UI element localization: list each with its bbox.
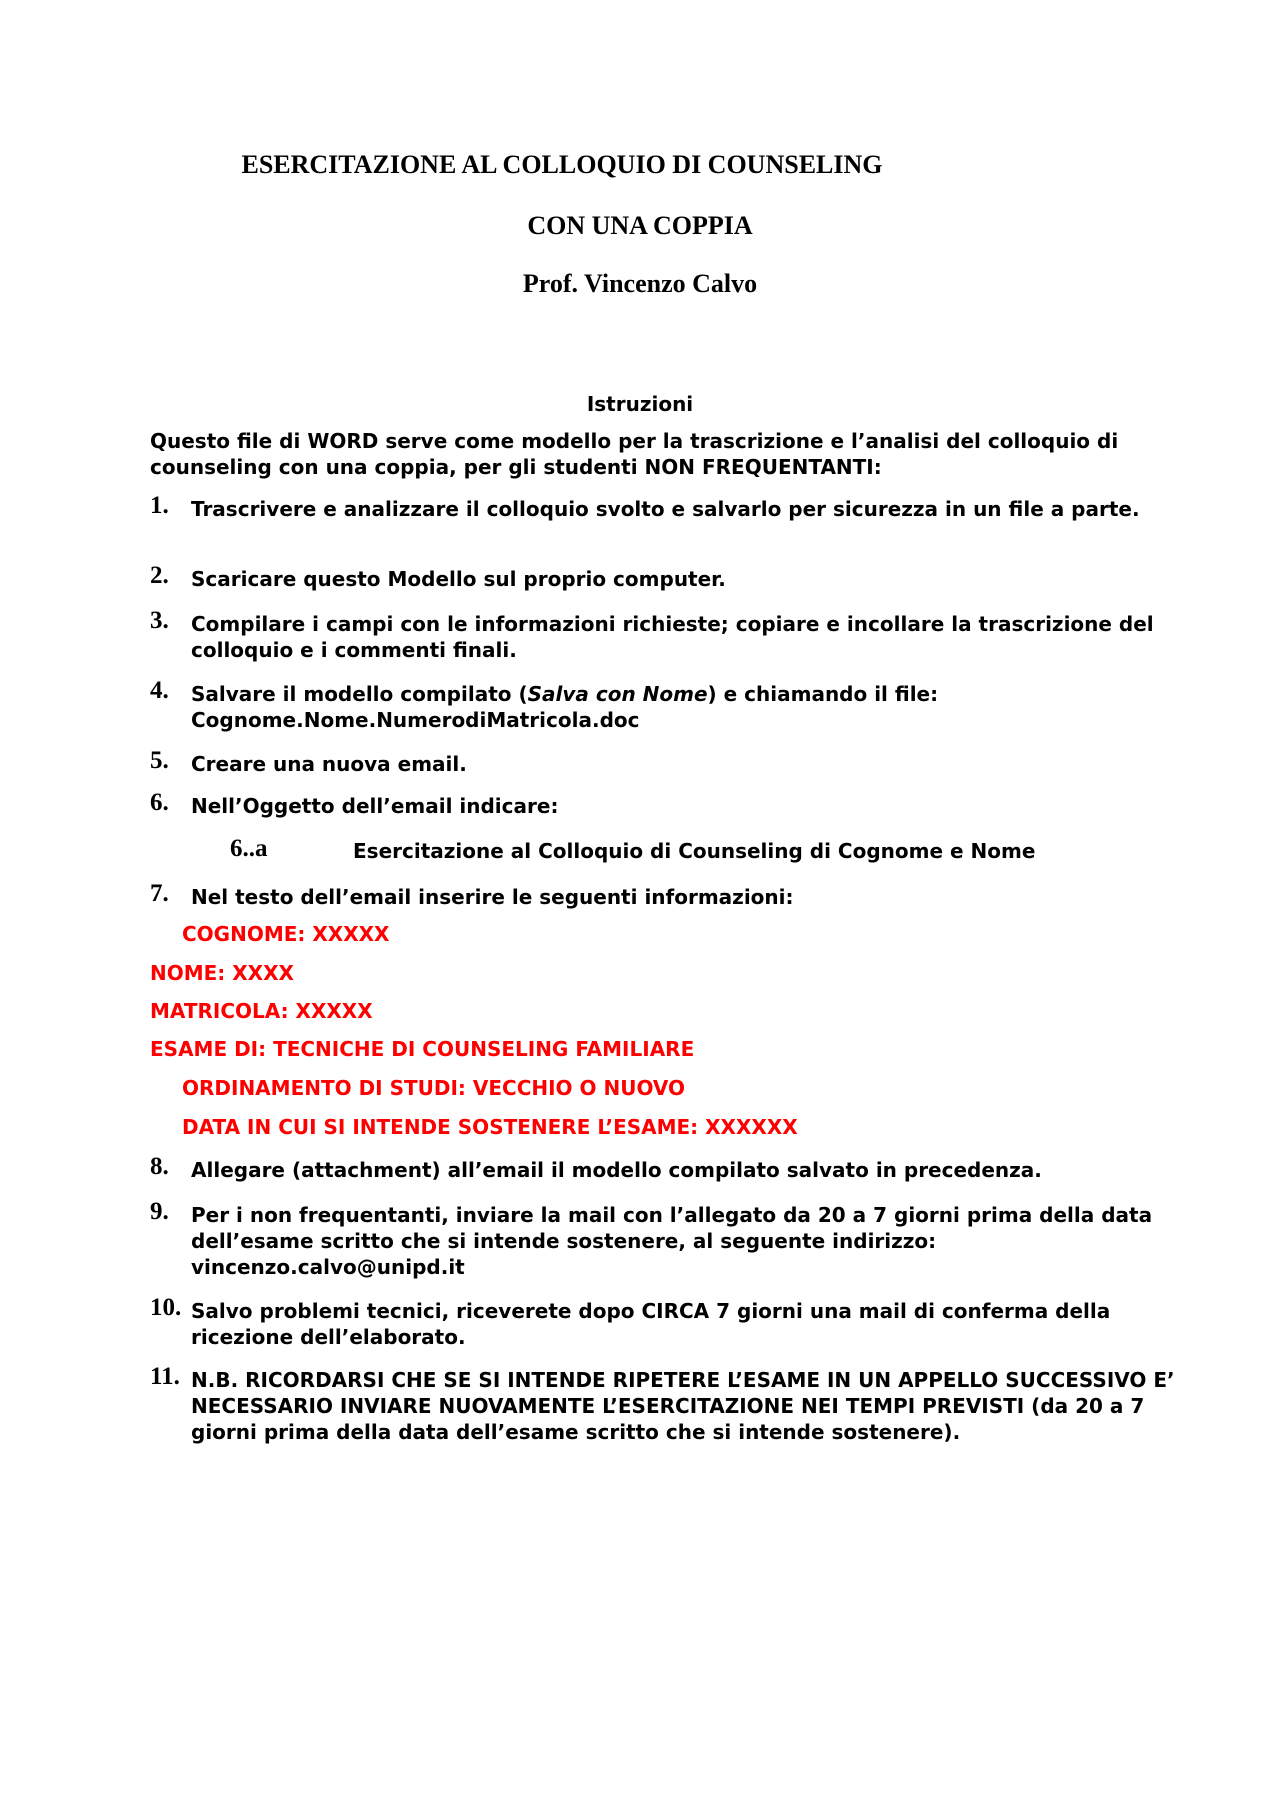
list-item-number: 7. (150, 880, 169, 907)
list-item-number: 10. (150, 1294, 182, 1321)
list-item-number: 4. (150, 677, 169, 704)
list-item-number: 6. (150, 789, 169, 816)
list-item-number: 9. (150, 1198, 169, 1225)
instructions-heading: Istruzioni (586, 392, 694, 416)
list-item-number: 2. (150, 562, 169, 589)
list-item-text: Salvo problemi tecnici, riceverete dopo CIRCA 7 giorni una mail di conferma della ricezione dell’elaborato. (191, 1299, 1111, 1349)
email-field-matricola: MATRICOLA: XXXXX (150, 999, 373, 1023)
list-item-text: Per i non frequentanti, inviare la mail con l’allegato da 20 a 7 giorni prima della data dell’esame scritto che si intende sostenere, al seguente indirizzo: vincenzo.calvo@unipd.it (191, 1203, 1153, 1279)
list-item-number: 1. (150, 492, 169, 519)
instructions-intro: Questo file di WORD serve come modello per la trascrizione e l’analisi del colloquio di counseling con una coppia, per gli studenti NON FREQUENTANTI: (150, 429, 1119, 479)
sub-list-item-text: Esercitazione al Colloquio di Counseling di Cognome e Nome (353, 839, 1036, 863)
save-as-italic: Salva con Nome (527, 682, 708, 706)
document-author: Prof. Vincenzo Calvo (522, 269, 758, 298)
list-item-text: Creare una nuova email. (191, 752, 467, 776)
list-item-number: 5. (150, 747, 169, 774)
list-item-text: Allegare (attachment) all’email il modello compilato salvato in precedenza. (191, 1158, 1042, 1182)
list-item-text: Trascrivere e analizzare il colloquio svolto e salvarlo per sicurezza in un file a parte. (191, 497, 1140, 521)
document-title-line1: ESERCITAZIONE AL COLLOQUIO DI COUNSELING (241, 150, 883, 179)
list-item-text: Compilare i campi con le informazioni richieste; copiare e incollare la trascrizione del colloquio e i commenti finali. (191, 612, 1154, 662)
list-item-text-part: ) e chiamando il file: (707, 682, 939, 706)
document-title-line2: CON UNA COPPIA (527, 211, 753, 240)
email-field-esame: ESAME DI: TECNICHE DI COUNSELING FAMILIARE (150, 1037, 695, 1061)
list-item-text: Nell’Oggetto dell’email indicare: (191, 794, 559, 818)
email-field-ordinamento: ORDINAMENTO DI STUDI: VECCHIO O NUOVO (182, 1076, 686, 1100)
list-item-number: 8. (150, 1153, 169, 1180)
list-item-text: Scaricare questo Modello sul proprio computer. (191, 567, 726, 591)
sub-list-item-number: 6..a (230, 835, 268, 862)
email-field-nome: NOME: XXXX (150, 961, 294, 985)
list-item-text (191, 681, 1191, 733)
list-item-text: N.B. RICORDARSI CHE SE SI INTENDE RIPETERE L’ESAME IN UN APPELLO SUCCESSIVO E’ NECESSARIO INVIARE NUOVAMENTE L’ESERCITAZIONE NEI TEMPI PREVISTI (da 20 a 7 giorni prima della data dell’esame scritto che si intende sostenere). (191, 1368, 1175, 1444)
filename-pattern: Cognome.Nome.NumerodiMatricola.doc (191, 708, 640, 732)
list-item-text: Nel testo dell’email inserire le seguenti informazioni: (191, 885, 794, 909)
list-item-text-part: Salvare il modello compilato ( (191, 682, 528, 706)
email-field-data: DATA IN CUI SI INTENDE SOSTENERE L’ESAME: XXXXXX (182, 1115, 798, 1139)
email-field-cognome: COGNOME: XXXXX (182, 922, 390, 946)
list-item-number: 11. (150, 1363, 180, 1390)
list-item-number: 3. (150, 607, 169, 634)
